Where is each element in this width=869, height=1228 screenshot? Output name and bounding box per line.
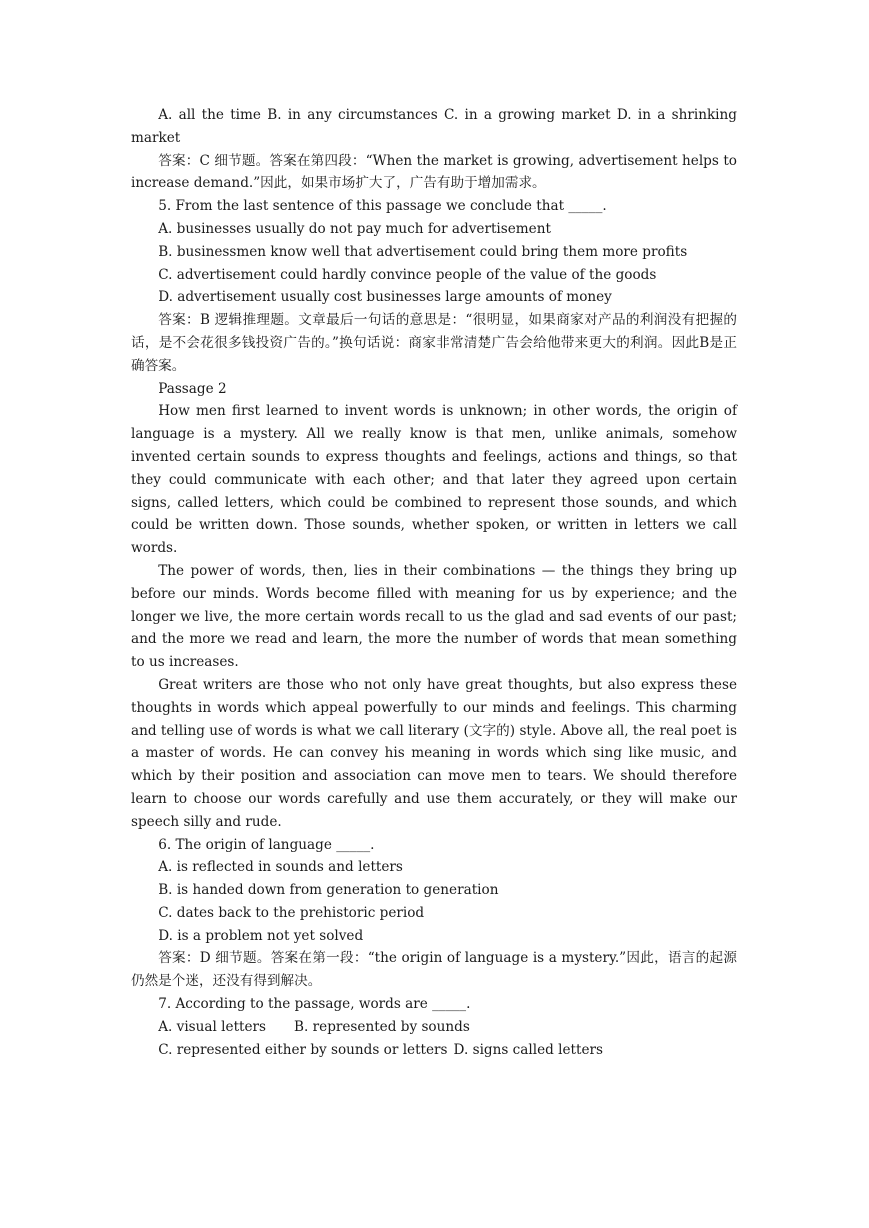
q6-option-d: D. is a problem not yet solved xyxy=(158,927,364,944)
q7-option-c: C. represented either by sounds or letters xyxy=(158,1041,448,1058)
q7-option-b: B. represented by sounds xyxy=(294,1018,470,1035)
q5-answer: 答案：B 逻辑推理题。文章最后一句话的意思是：“很明显，如果商家对产品的利润没有把握的话，是不会花很多钱投资广告的。”换句话说：商家非常清楚广告会给他带来更大的利润。因此B是正确答案。 xyxy=(131,312,737,374)
passage-paragraph-1: How men first learned to invent words is unknown; in other words, the origin of language is a mystery. All we really know is that men, unlike animals, somehow invented certain sounds to express thoughts and feelings, actions and things, so that they could communicate with each other; and that later they agreed upon certain signs, called letters, which could be combined to represent those sounds, and which could be written down. Those sounds, whether spoken, or written in letters we call words. xyxy=(131,403,737,557)
q4-answer: 答案：C 细节题。答案在第四段：“When the market is growing, advertisement helps to increase demand.”因此，如果市场扩大了，广告有助于增加需求。 xyxy=(131,152,737,192)
q5-option-b: B. businessmen know well that advertisement could bring them more profits xyxy=(158,243,688,260)
passage-title: Passage 2 xyxy=(158,380,227,397)
q5-option-a: A. businesses usually do not pay much for advertisement xyxy=(158,220,551,237)
q7-option-d: D. signs called letters xyxy=(453,1041,603,1058)
q5-stem: 5. From the last sentence of this passage we conclude that _____. xyxy=(158,198,607,215)
q4-options: A. all the time B. in any circumstances C. in a growing market D. in a shrinking market xyxy=(131,107,737,146)
q6-option-b: B. is handed down from generation to generation xyxy=(158,882,499,899)
q7-stem: 7. According to the passage, words are _____. xyxy=(158,996,471,1013)
q6-option-a: A. is reflected in sounds and letters xyxy=(158,859,403,876)
q6-option-c: C. dates back to the prehistoric period xyxy=(158,904,425,921)
q7-options-row-1 xyxy=(131,1016,737,1039)
passage-paragraph-3: Great writers are those who not only have great thoughts, but also express these thoughts in words which appeal powerfully to our minds and feelings. This charming and telling use of words is what we call literary (文字的) style. Above all, the real poet is a master of words. He can convey his meaning in words which sing like music, and which by their position and association can move men to tears. We should therefore learn to choose our words carefully and use them accurately, or they will make our speech silly and rude. xyxy=(131,676,737,830)
q6-stem: 6. The origin of language _____. xyxy=(158,836,375,853)
q5-option-d: D. advertisement usually cost businesses large amounts of money xyxy=(158,289,612,306)
passage-paragraph-2: The power of words, then, lies in their combinations — the things they bring up before our minds. Words become filled with meaning for us by experience; and the longer we live, the more certain words recall to us the glad and sad events of our past; and the more we read and learn, the more the number of words that mean something to us increases. xyxy=(131,562,737,671)
document-body xyxy=(131,104,737,1061)
q7-options-row-2 xyxy=(131,1039,737,1062)
q7-option-a: A. visual letters xyxy=(158,1018,267,1035)
q6-answer: 答案：D 细节题。答案在第一段：“the origin of language is a mystery.”因此，语言的起源仍然是个迷，还没有得到解决。 xyxy=(131,950,737,990)
q5-option-c: C. advertisement could hardly convince people of the value of the goods xyxy=(158,266,657,283)
